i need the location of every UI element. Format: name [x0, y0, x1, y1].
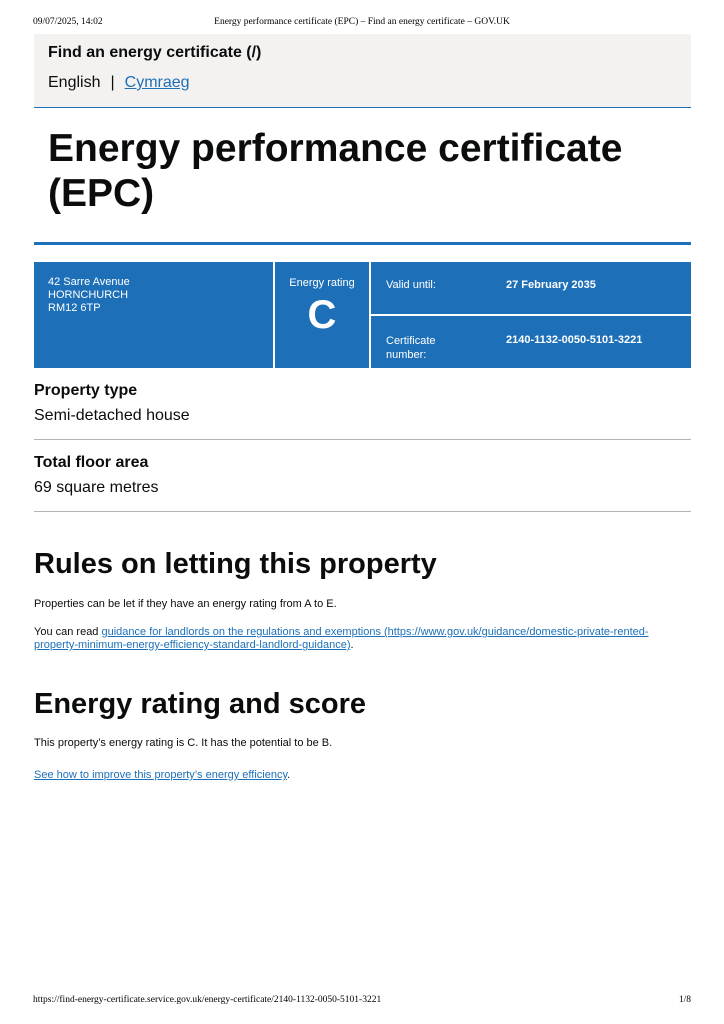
language-separator: |	[110, 74, 115, 91]
energy-rating-heading: Energy rating and score	[34, 688, 366, 720]
letting-rules-text: Properties can be let if they have an energy rating from A to E.	[34, 598, 337, 610]
floor-area-value: 69 square metres	[34, 479, 159, 496]
property-type-row	[34, 380, 691, 440]
print-page-title: Energy performance certificate (EPC) – Find an energy certificate – GOV.UK	[214, 17, 510, 27]
energy-rating-text: This property’s energy rating is C. It has the potential to be B.	[34, 737, 333, 749]
property-type-value: Semi-detached house	[34, 407, 190, 424]
improve-efficiency-paragraph	[34, 769, 684, 782]
valid-until-value: 27 February 2035	[506, 279, 596, 291]
improve-efficiency-suffix: .	[287, 769, 291, 781]
print-date: 09/07/2025, 14:02	[33, 17, 103, 27]
print-page-number: 1/8	[678, 995, 691, 1005]
epc-summary-panel	[34, 262, 691, 368]
certificate-number-value: 2140-1132-0050-5101-3221	[506, 334, 643, 346]
print-url: https://find-energy-certificate.service.gov.uk/energy-certificate/2140-1132-0050-5101-3221	[33, 995, 382, 1005]
service-navigation-bar	[34, 34, 691, 108]
letting-guidance-suffix: .	[350, 639, 354, 651]
service-name-link[interactable]: Find an energy certificate (/)	[48, 44, 262, 61]
print-header	[33, 17, 691, 31]
letting-guidance-paragraph	[34, 626, 684, 652]
improve-efficiency-link[interactable]: See how to improve this property’s energy efficiency	[34, 769, 288, 781]
language-switcher	[48, 74, 190, 92]
language-welsh-link[interactable]: Cymraeg	[124, 74, 190, 91]
floor-area-label: Total floor area	[34, 454, 149, 471]
page-title: Energy performance certificate (EPC)	[48, 127, 623, 215]
address-postcode: RM12 6TP	[48, 302, 101, 314]
landlord-guidance-link[interactable]: guidance for landlords on the regulations and exemptions (https://www.gov.uk/guidance/domestic-private-rented-property-minimum-energy-efficiency-standard-landlord-guidance)	[34, 626, 649, 651]
valid-until-label: Valid until:	[386, 279, 436, 291]
property-type-label: Property type	[34, 382, 138, 399]
energy-rating-value: C	[307, 293, 337, 337]
language-english: English	[48, 74, 101, 91]
panel-divider-horizontal	[371, 314, 691, 316]
property-address	[48, 276, 130, 315]
print-footer	[33, 995, 691, 1009]
address-town: HORNCHURCH	[48, 289, 129, 301]
address-line1: 42 Sarre Avenue	[48, 276, 130, 288]
letting-guidance-prefix: You can read	[34, 626, 102, 638]
certificate-number-label: Certificate number:	[386, 335, 436, 361]
energy-rating-label: Energy rating	[289, 277, 355, 289]
floor-area-row	[34, 452, 691, 512]
title-divider	[34, 242, 691, 245]
letting-rules-heading: Rules on letting this property	[34, 548, 437, 580]
